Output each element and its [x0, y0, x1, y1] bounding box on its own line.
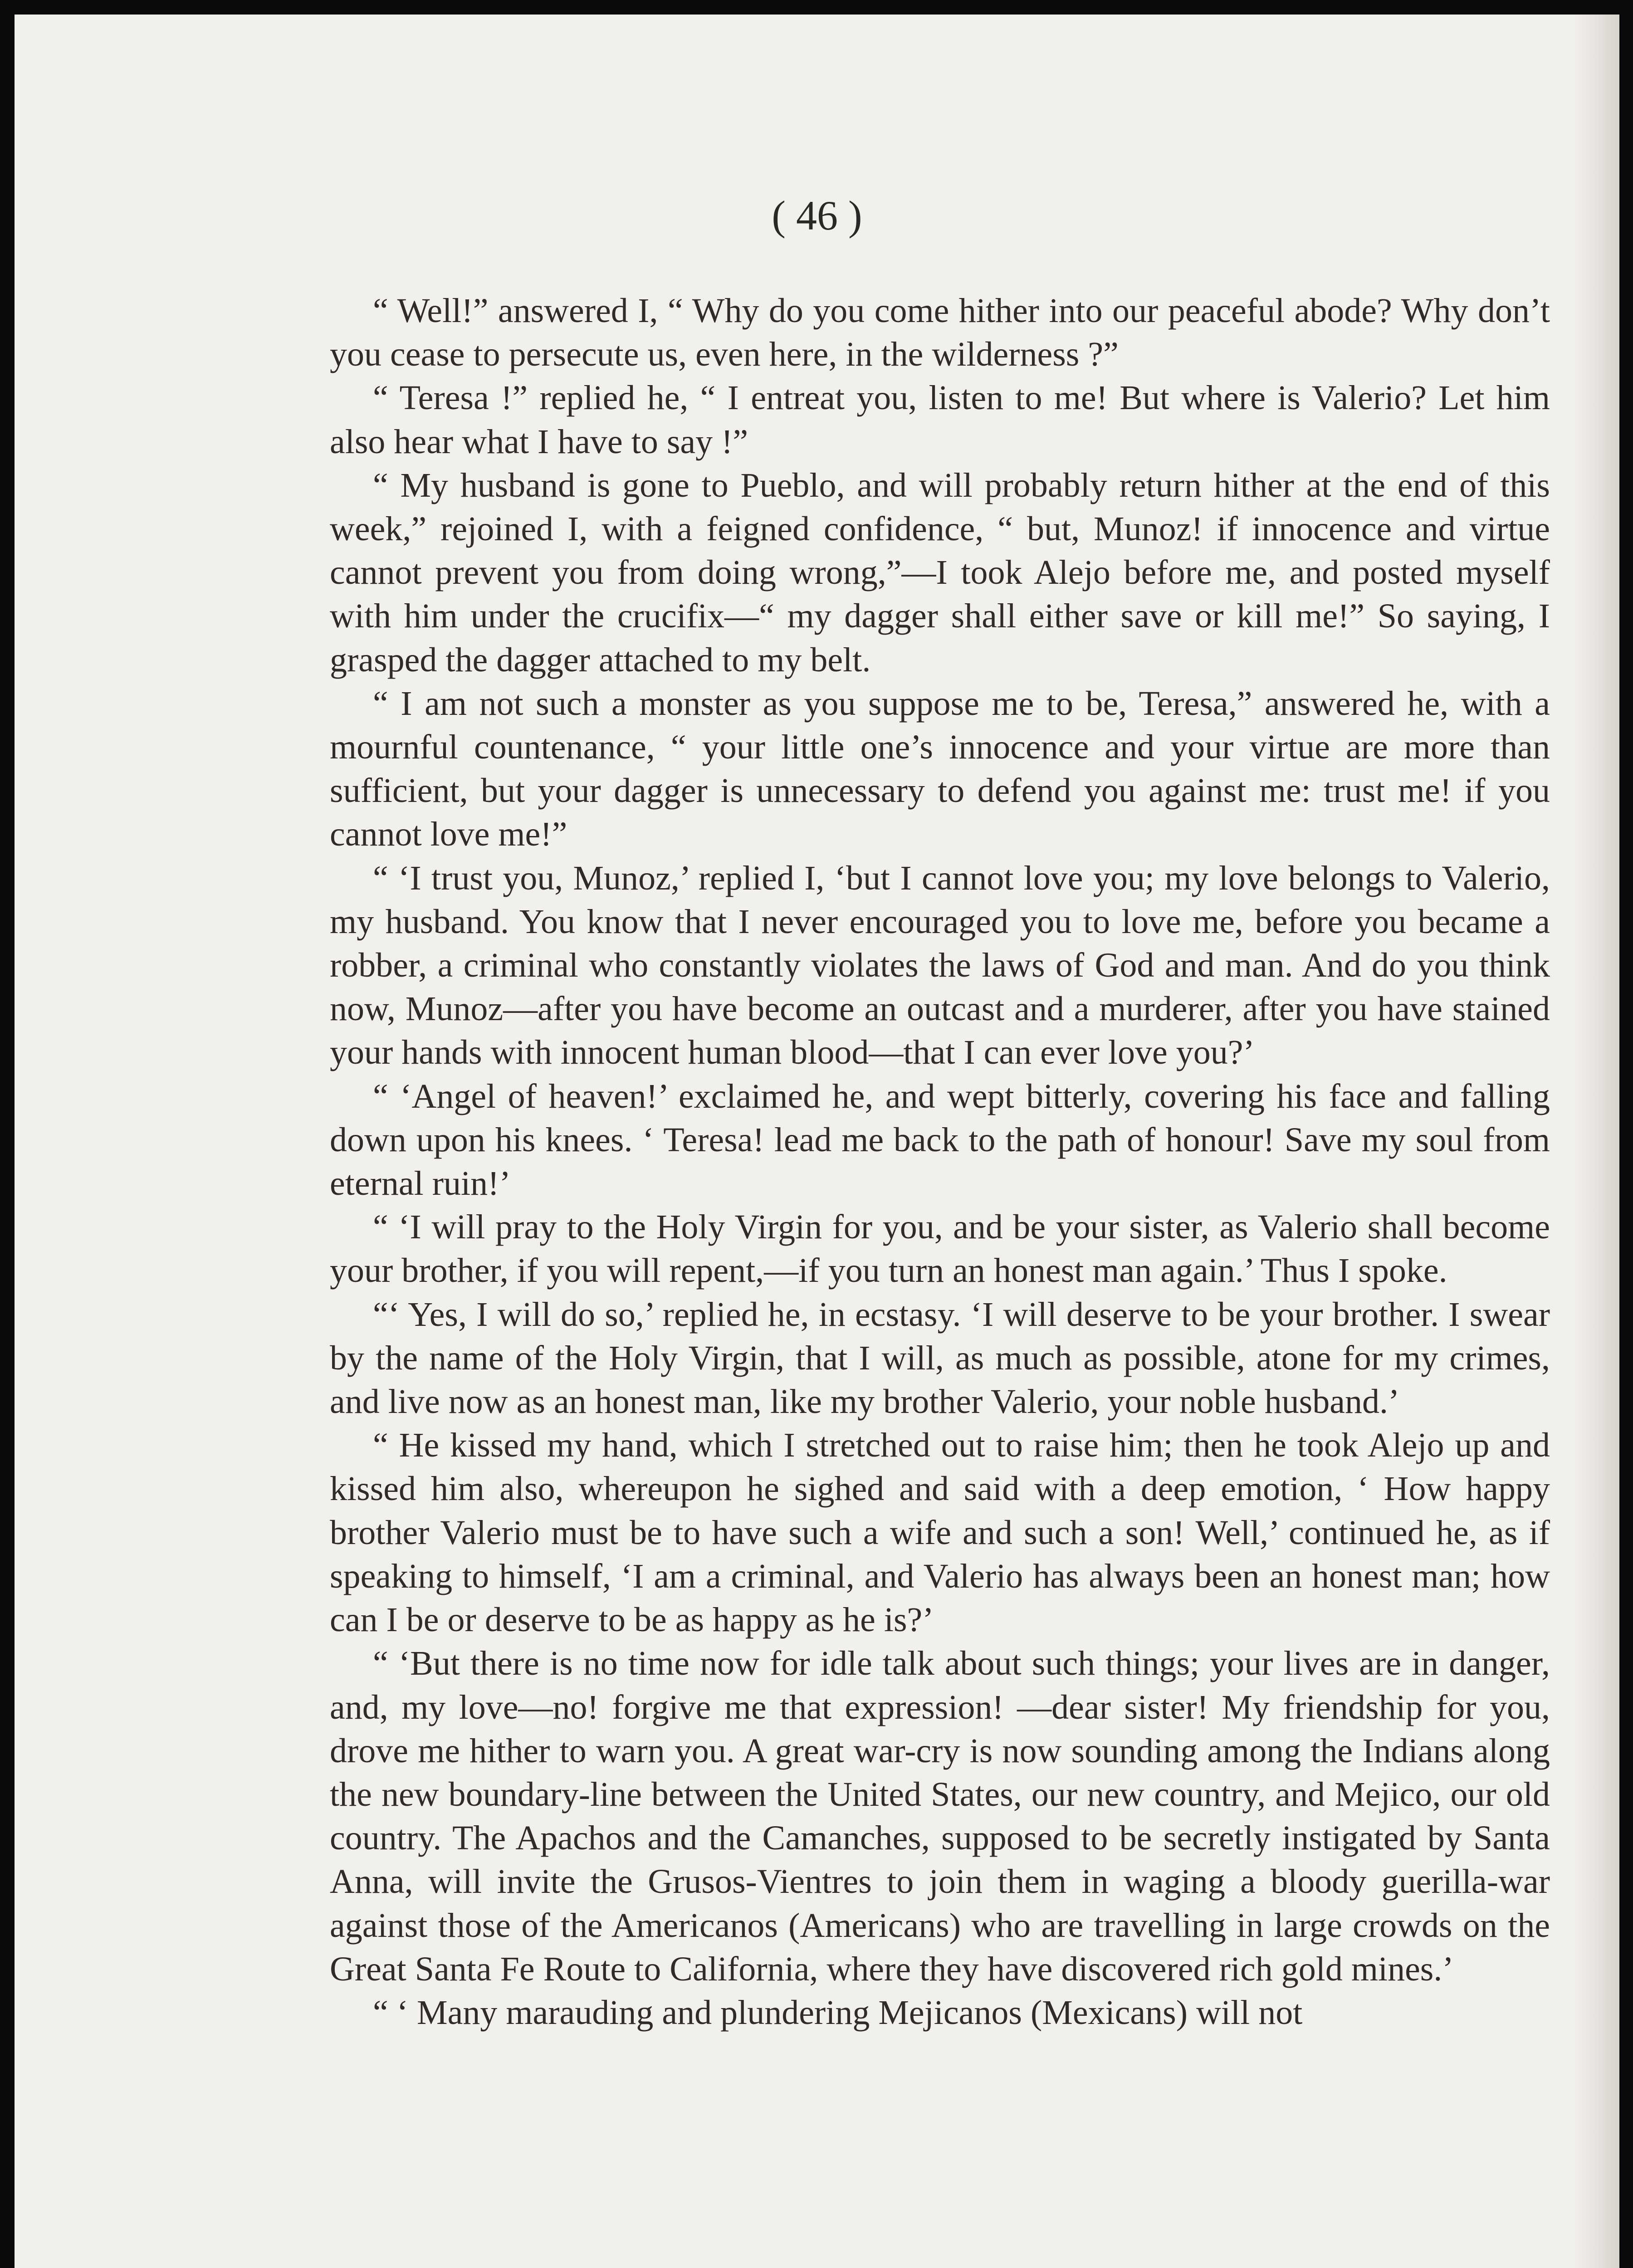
- paragraph: “ ‘I trust you, Munoz,’ replied I, ‘but I cannot love you; my love belongs to Valerio, my husband. You know that I never encouraged you to love me, before you became a robber, a criminal who constantly violates the laws of God and man. And do you think now, Munoz—after you have become an outcast and a murderer, after you have stained your hands with innocent human blood—that I can ever love you?’: [330, 859, 1550, 1072]
- page-edge-shadow: [1574, 15, 1619, 2268]
- paragraph: “ ‘ Many marauding and plundering Mejicanos (Mexicans) will not: [373, 1993, 1303, 2032]
- paragraph: “ ‘But there is no time now for idle talk about such things; your lives are in danger, and, my love—no! forgive me that expression! —dear sister! My friendship for you, drove me hither to warn you. A great war-cry is now sounding among the Indians along the new boundary-line between the United States, our new country, and Mejico, our old country. The Apachos and the Camanches, supposed to be secretly instigated by Santa Anna, will invite the Grusos-Vientres to join them in waging a bloody guerilla-war against those of the Americanos (Americans) who are travelling in large crowds on the Great Santa Fe Route to California, where they have discovered rich gold mines.’: [330, 1644, 1550, 1988]
- page-number: ( 46 ): [772, 192, 862, 239]
- paragraph: “ ‘Angel of heaven!’ exclaimed he, and wept bitterly, covering his face and falling down upon his knees. ‘ Teresa! lead me back to the path of honour! Save my soul from eternal ruin!’: [330, 1077, 1550, 1203]
- body-text: [330, 289, 1550, 2034]
- paragraph: “ He kissed my hand, which I stretched out to raise him; then he took Alejo up and kissed him also, whereupon he sighed and said with a deep emotion, ‘ How happy brother Valerio must be to have such a wife and such a son! Well,’ continued he, as if speaking to himself, ‘I am a criminal, and Valerio has always been an honest man; how can I be or deserve to be as happy as he is?’: [330, 1426, 1550, 1639]
- paragraph: “ I am not such a monster as you suppose me to be, Teresa,” answered he, with a mournful countenance, “ your little one’s innocence and your virtue are more than sufficient, but your dagger is unnecessary to defend you against me: trust me! if you cannot love me!”: [330, 684, 1550, 854]
- paragraph: “‘ Yes, I will do so,’ replied he, in ecstasy. ‘I will deserve to be your brother. I swear by the name of the Holy Virgin, that I will, as much as possible, atone for my crimes, and live now as an honest man, like my brother Valerio, your noble husband.’: [330, 1295, 1550, 1421]
- paragraph: “ My husband is gone to Pueblo, and will probably return hither at the end of this week,” rejoined I, with a feigned confidence, “ but, Munoz! if innocence and virtue cannot prevent you from doing wrong,”—I took Alejo before me, and posted myself with him under the crucifix—“ my dagger shall either save or kill me!” So saying, I grasped the dagger attached to my belt.: [330, 466, 1550, 679]
- paragraph: “ Well!” answered I, “ Why do you come hither into our peaceful abode? Why don’t you cease to persecute us, even here, in the wilderness ?”: [330, 292, 1550, 374]
- book-page: [15, 15, 1619, 2268]
- paragraph: “ Teresa !” replied he, “ I entreat you, listen to me! But where is Valerio? Let him also hear what I have to say !”: [330, 379, 1550, 461]
- paragraph: “ ‘I will pray to the Holy Virgin for you, and be your sister, as Valerio shall become your brother, if you will repent,—if you turn an honest man again.’ Thus I spoke.: [330, 1208, 1550, 1290]
